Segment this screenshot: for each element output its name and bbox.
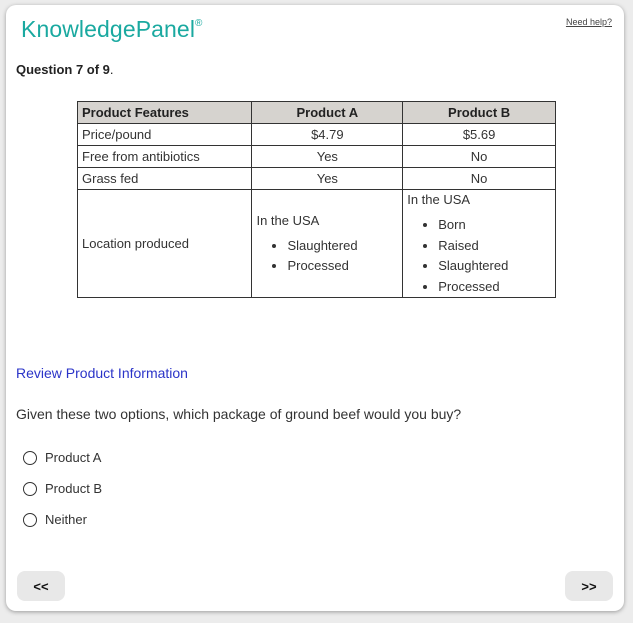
list-item: • Processed (287, 256, 398, 277)
table-row (78, 124, 556, 146)
back-button[interactable]: << (17, 571, 65, 601)
product-b-price: $5.69 (403, 124, 556, 146)
product-a-location (252, 190, 403, 298)
header-product-a: Product A (252, 102, 403, 124)
need-help-link[interactable]: Need help? (565, 17, 612, 27)
list-item: • Born (438, 215, 551, 236)
product-comparison-table (77, 101, 556, 298)
product-b-antibiotics: No (403, 146, 556, 168)
product-a-location-intro: In the USA (256, 212, 320, 228)
list-item: • Raised (438, 236, 551, 257)
header-product-features: Product Features (78, 102, 252, 124)
list-item: • Processed (438, 277, 551, 298)
table-row (78, 168, 556, 190)
list-item: • Slaughtered (287, 236, 398, 257)
knowledgepanel-logo: KnowledgePanel® (21, 16, 203, 42)
product-b-location (403, 190, 556, 298)
table-row (78, 146, 556, 168)
option-label: Product B (45, 481, 103, 496)
next-button[interactable]: >> (565, 571, 613, 601)
product-b-grass-fed: No (403, 168, 556, 190)
table-header-row (78, 102, 556, 124)
list-item: • Slaughtered (438, 256, 551, 277)
option-neither[interactable] (23, 512, 87, 527)
product-a-price: $4.79 (252, 124, 403, 146)
product-a-grass-fed: Yes (252, 168, 403, 190)
option-label: Product A (45, 450, 102, 465)
option-product-a[interactable] (23, 450, 101, 465)
feature-price: Price/pound (78, 124, 252, 146)
question-counter: Question 7 of 9. (16, 62, 114, 77)
feature-antibiotics: Free from antibiotics (78, 146, 252, 168)
table-row (78, 190, 556, 298)
survey-card (6, 5, 624, 611)
product-b-location-intro: In the USA (407, 192, 471, 207)
radio-circle-icon[interactable] (23, 482, 37, 496)
feature-location: Location produced (78, 190, 252, 298)
question-text: Given these two options, which package of ground beef would you buy? (16, 406, 462, 422)
radio-circle-icon[interactable] (23, 451, 37, 465)
product-b-location-list (407, 215, 551, 297)
radio-circle-icon[interactable] (23, 513, 37, 527)
review-product-info-link[interactable]: Review Product Information (16, 365, 188, 381)
product-a-antibiotics: Yes (252, 146, 403, 168)
product-a-location-list (256, 236, 398, 277)
option-product-b[interactable] (23, 481, 102, 496)
feature-grass-fed: Grass fed (78, 168, 252, 190)
option-label: Neither (45, 512, 87, 527)
header-product-b: Product B (403, 102, 556, 124)
